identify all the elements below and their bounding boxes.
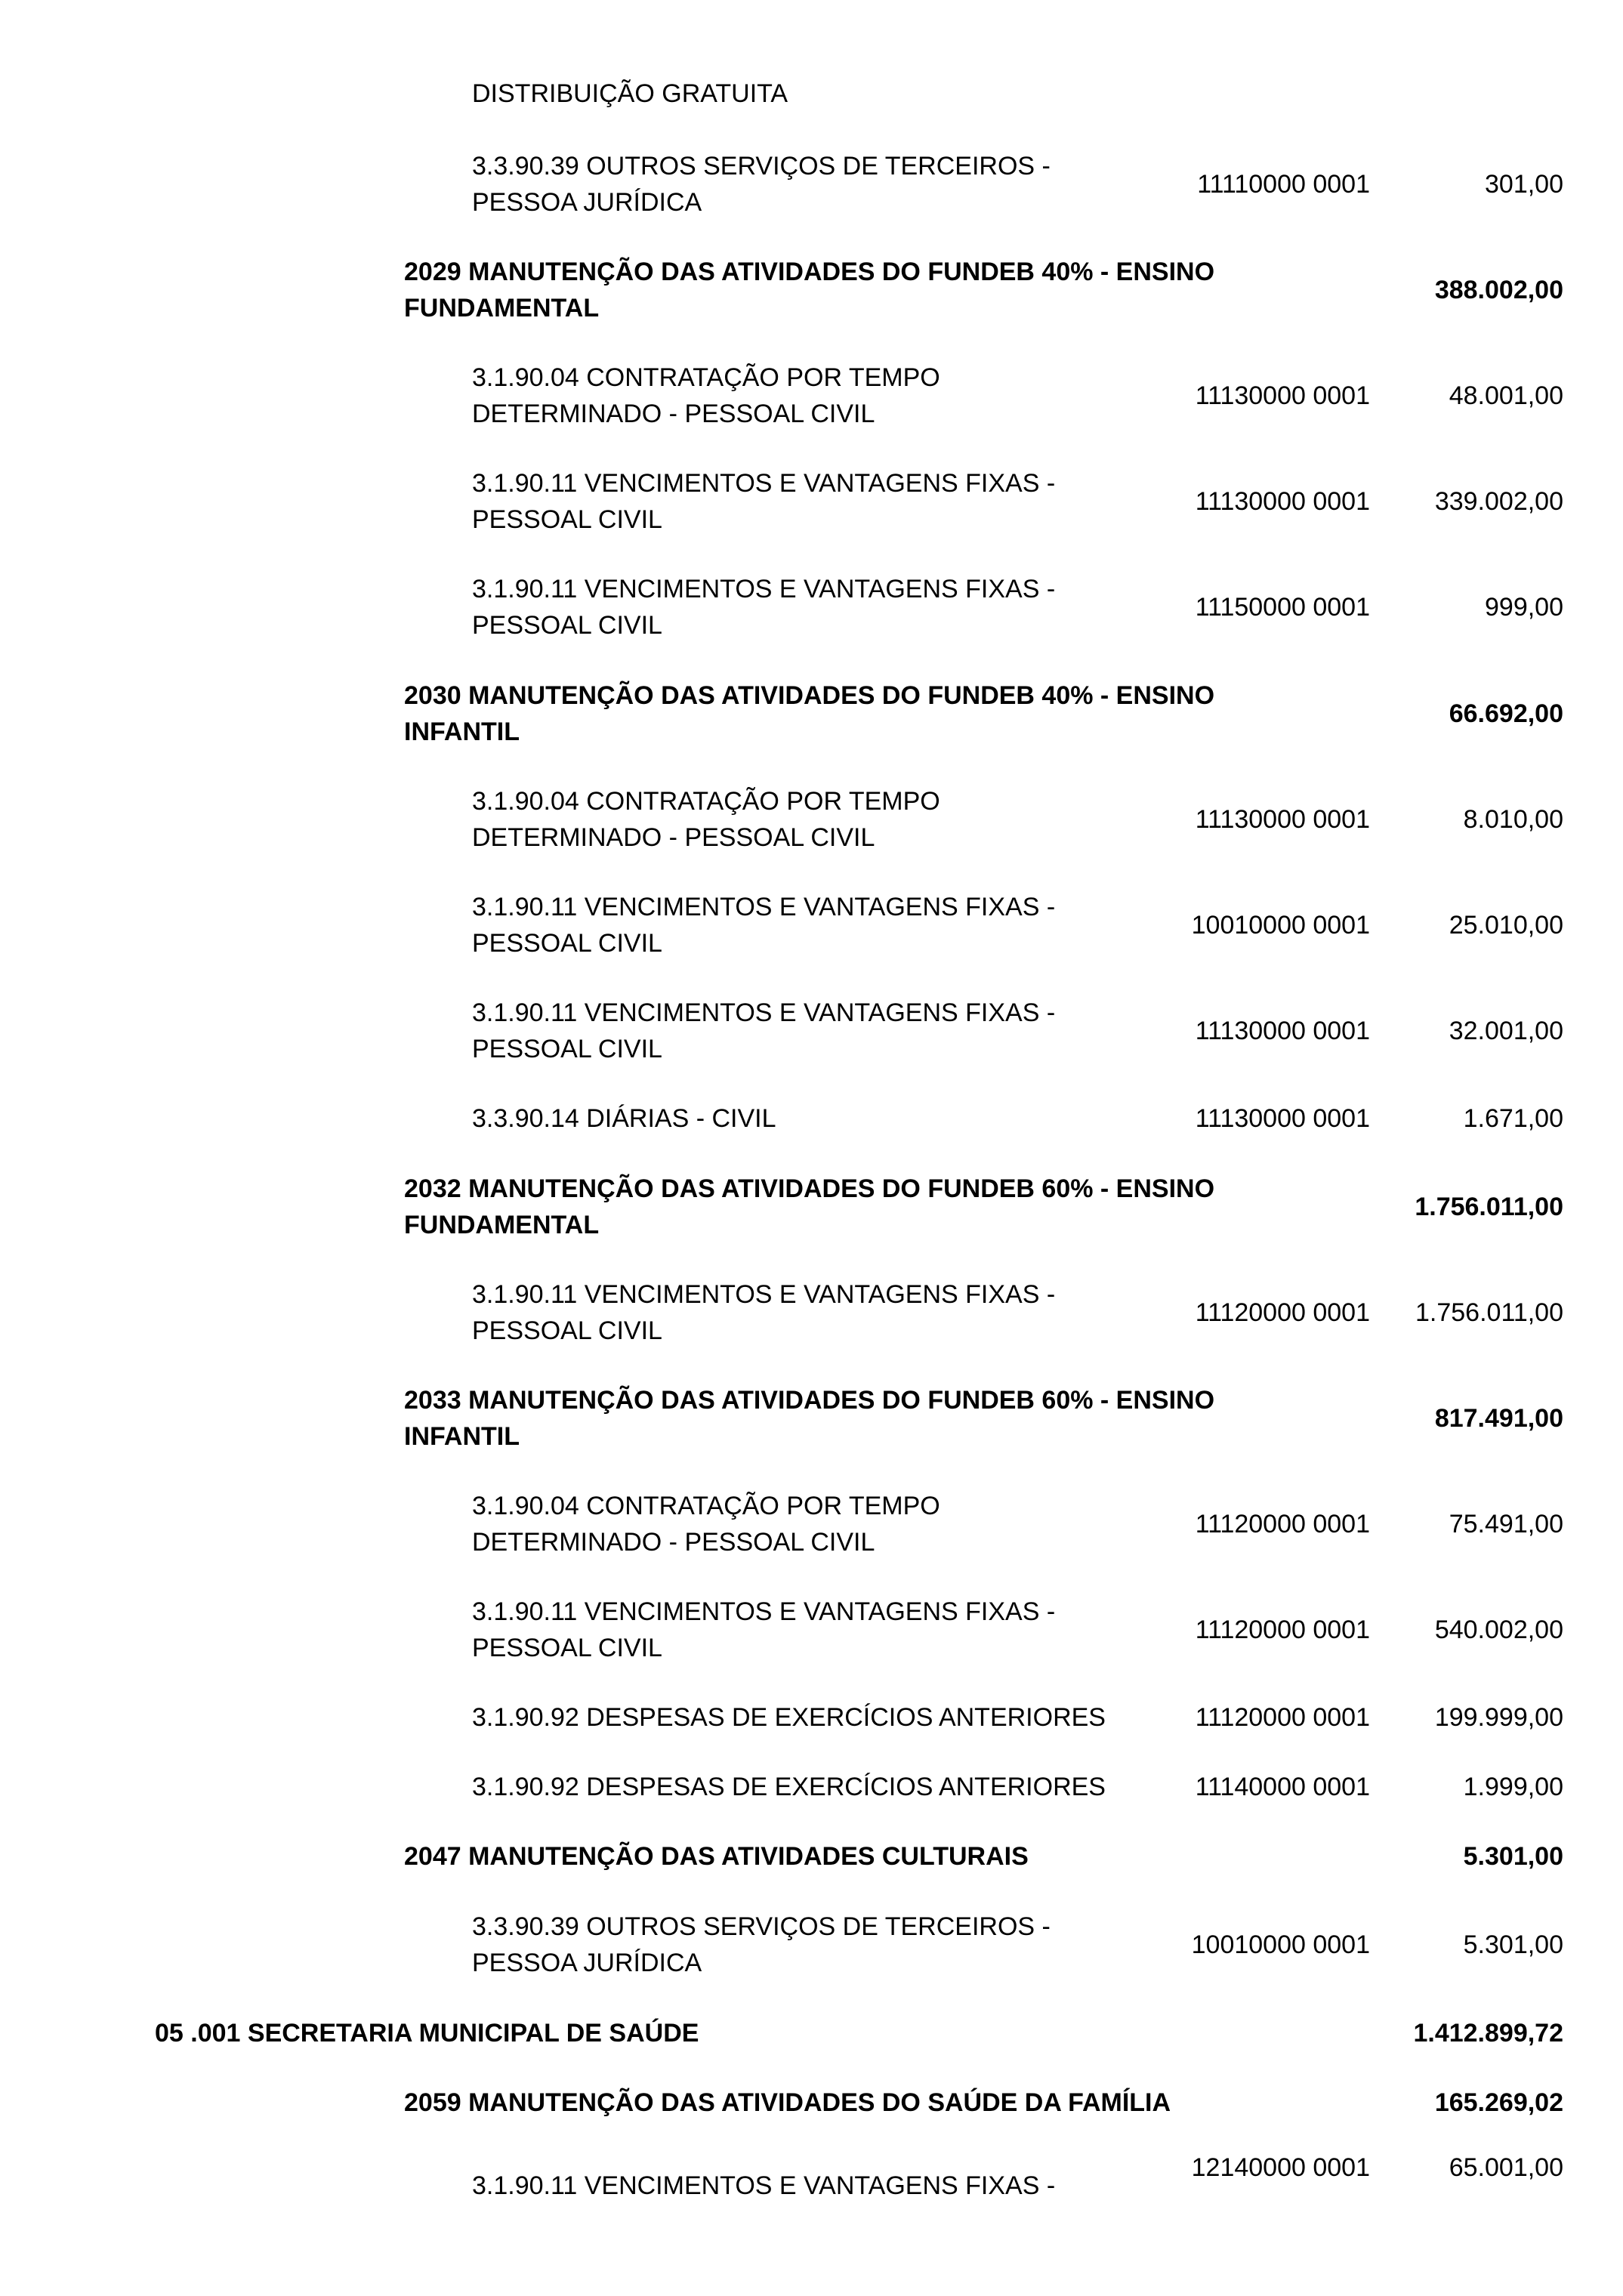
row-value: 5.301,00 xyxy=(1463,1842,1563,1871)
row-description: 2033 MANUTENÇÃO DAS ATIVIDADES DO FUNDEB 60% - ENSINO INFANTIL xyxy=(404,1386,1215,1451)
row-value: 388.002,00 xyxy=(1434,276,1563,304)
row-description: 3.1.90.04 CONTRATAÇÃO POR TEMPO DETERMINADO - PESSOAL CIVIL xyxy=(472,1492,940,1557)
row-description: 3.1.90.11 VENCIMENTOS E VANTAGENS FIXAS - PESSOAL CIVIL xyxy=(472,893,1056,958)
row-description: 3.1.90.11 VENCIMENTOS E VANTAGENS FIXAS - xyxy=(472,2171,1056,2200)
row-code: 11130000 0001 xyxy=(1195,381,1370,410)
row-code: 10010000 0001 xyxy=(1191,1930,1370,1959)
row-code: 12140000 0001 xyxy=(1191,2153,1370,2182)
row-value: 5.301,00 xyxy=(1463,1930,1563,1959)
row-code: 11140000 0001 xyxy=(1195,1773,1370,1801)
row-value: 1.412.899,72 xyxy=(1413,2019,1563,2048)
row-description: 3.1.90.92 DESPESAS DE EXERCÍCIOS ANTERIORES xyxy=(472,1773,1106,1801)
row-value: 66.692,00 xyxy=(1449,699,1563,728)
row-value: 32.001,00 xyxy=(1449,1017,1563,1045)
row-code: 10010000 0001 xyxy=(1191,911,1370,940)
row-value: 25.010,00 xyxy=(1449,911,1563,940)
row-value: 8.010,00 xyxy=(1463,805,1563,834)
row-code: 11120000 0001 xyxy=(1195,1510,1370,1538)
row-description: 3.1.90.11 VENCIMENTOS E VANTAGENS FIXAS - PESSOAL CIVIL xyxy=(472,998,1056,1063)
row-code: 11120000 0001 xyxy=(1195,1703,1370,1732)
row-description: 2047 MANUTENÇÃO DAS ATIVIDADES CULTURAIS xyxy=(404,1842,1029,1871)
row-value: 165.269,02 xyxy=(1434,2088,1563,2117)
row-code: 11130000 0001 xyxy=(1195,1017,1370,1045)
row-value: 1.671,00 xyxy=(1463,1104,1563,1133)
row-value: 540.002,00 xyxy=(1434,1616,1563,1644)
row-description: 3.1.90.11 VENCIMENTOS E VANTAGENS FIXAS - PESSOAL CIVIL xyxy=(472,469,1056,534)
row-code: 11130000 0001 xyxy=(1195,805,1370,834)
row-description: 3.1.90.11 VENCIMENTOS E VANTAGENS FIXAS - PESSOAL CIVIL xyxy=(472,1597,1056,1662)
row-description: 3.1.90.11 VENCIMENTOS E VANTAGENS FIXAS - PESSOAL CIVIL xyxy=(472,575,1056,640)
row-description: 3.1.90.04 CONTRATAÇÃO POR TEMPO DETERMINADO - PESSOAL CIVIL xyxy=(472,787,940,852)
row-description: 3.1.90.11 VENCIMENTOS E VANTAGENS FIXAS - PESSOAL CIVIL xyxy=(472,1280,1056,1345)
row-description: DISTRIBUIÇÃO GRATUITA xyxy=(472,79,788,108)
row-value: 199.999,00 xyxy=(1434,1703,1563,1732)
row-value: 999,00 xyxy=(1485,593,1563,622)
row-code: 11150000 0001 xyxy=(1195,593,1370,622)
row-description: 2029 MANUTENÇÃO DAS ATIVIDADES DO FUNDEB 40% - ENSINO FUNDAMENTAL xyxy=(404,258,1215,322)
row-value: 339.002,00 xyxy=(1434,487,1563,516)
row-description: 3.3.90.39 OUTROS SERVIÇOS DE TERCEIROS - PESSOA JURÍDICA xyxy=(472,152,1051,217)
row-value: 1.756.011,00 xyxy=(1415,1298,1563,1327)
row-code: 11120000 0001 xyxy=(1195,1298,1370,1327)
row-description: 3.3.90.39 OUTROS SERVIÇOS DE TERCEIROS - PESSOA JURÍDICA xyxy=(472,1912,1051,1977)
row-code: 11120000 0001 xyxy=(1195,1616,1370,1644)
row-value: 1.756.011,00 xyxy=(1415,1193,1563,1221)
row-code: 11110000 0001 xyxy=(1197,170,1370,199)
row-value: 65.001,00 xyxy=(1449,2153,1563,2182)
row-description: 2032 MANUTENÇÃO DAS ATIVIDADES DO FUNDEB 60% - ENSINO FUNDAMENTAL xyxy=(404,1174,1215,1239)
row-description: 3.1.90.92 DESPESAS DE EXERCÍCIOS ANTERIORES xyxy=(472,1703,1106,1732)
row-description: 05 .001 SECRETARIA MUNICIPAL DE SAÚDE xyxy=(155,2019,699,2048)
row-value: 817.491,00 xyxy=(1434,1404,1563,1433)
row-description: 2030 MANUTENÇÃO DAS ATIVIDADES DO FUNDEB 40% - ENSINO INFANTIL xyxy=(404,681,1215,746)
row-value: 48.001,00 xyxy=(1449,381,1563,410)
row-value: 301,00 xyxy=(1485,170,1563,199)
row-value: 1.999,00 xyxy=(1463,1773,1563,1801)
row-code: 11130000 0001 xyxy=(1195,1104,1370,1133)
row-value: 75.491,00 xyxy=(1449,1510,1563,1538)
row-description: 3.1.90.04 CONTRATAÇÃO POR TEMPO DETERMINADO - PESSOAL CIVIL xyxy=(472,363,940,428)
row-description: 3.3.90.14 DIÁRIAS - CIVIL xyxy=(472,1104,776,1133)
row-code: 11130000 0001 xyxy=(1195,487,1370,516)
row-description: 2059 MANUTENÇÃO DAS ATIVIDADES DO SAÚDE DA FAMÍLIA xyxy=(404,2088,1171,2117)
